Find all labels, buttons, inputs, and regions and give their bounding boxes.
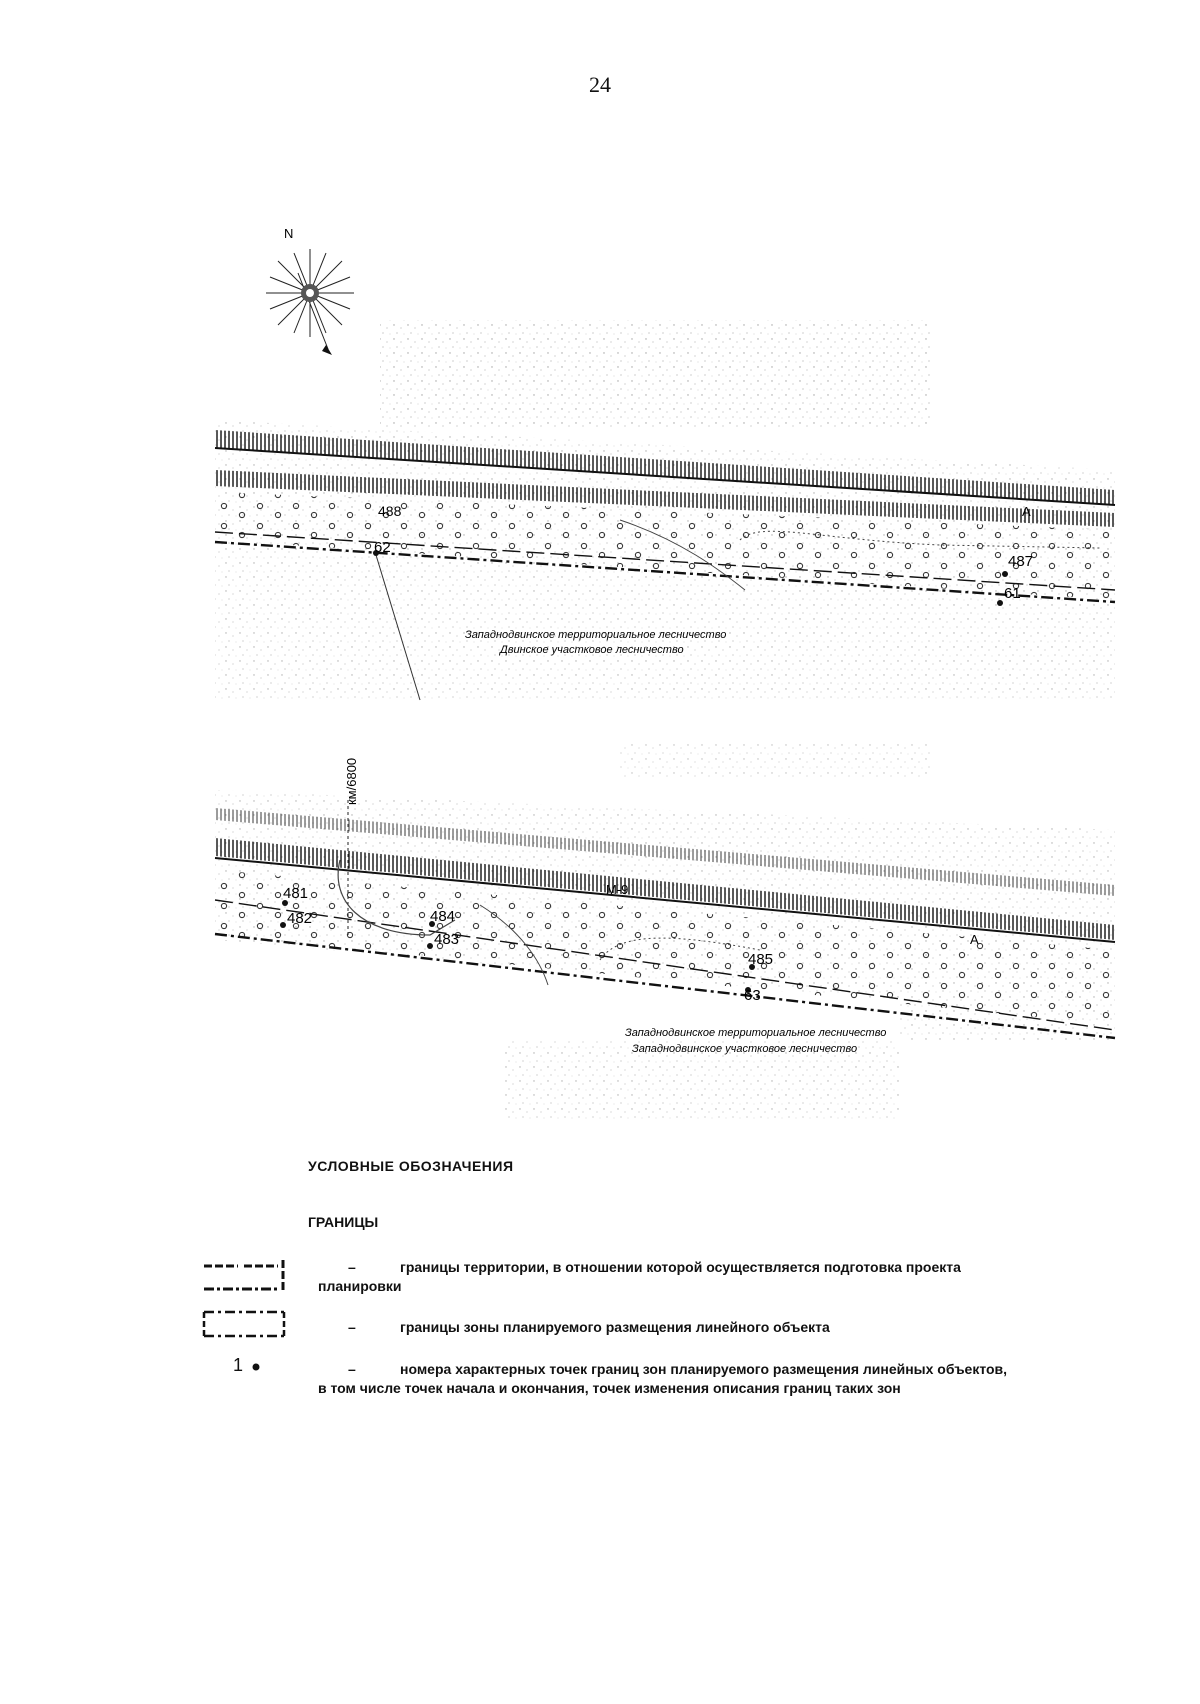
point-label: 484 [430, 908, 456, 925]
page-number: 24 [589, 72, 611, 97]
point-label: 488 [378, 503, 402, 519]
road-label: А [1022, 504, 1031, 519]
legend-text: номера характерных точек границ зон планируемого размещения линейных объектов, [400, 1361, 1008, 1377]
zone-boundary-symbol-icon [200, 1308, 290, 1340]
point-label: 487 [1008, 553, 1034, 570]
point-label: 483 [434, 931, 460, 948]
point-label: 62 [374, 539, 391, 556]
legend-dash: – [348, 1259, 356, 1275]
legend-text: границы зоны планируемого размещения линейного объекта [400, 1319, 830, 1335]
legend-dash: – [348, 1361, 356, 1377]
forest-label: Западнодвинское территориальное лесничество [625, 1027, 887, 1039]
legend-text: в том числе точек начала и окончания, точек изменения описания границ таких зон [318, 1380, 901, 1396]
compass-rose-icon [266, 249, 354, 355]
map-fragment-bottom [215, 742, 1115, 1120]
legend-point-number: 1 [233, 1355, 244, 1375]
road-label: А [970, 932, 979, 947]
forest-label: Западнодвинское территориальное лесничество [465, 629, 727, 641]
forest-label: Двинское участковое лесничество [500, 644, 684, 656]
point-label: 482 [287, 910, 313, 927]
point-label: 485 [748, 951, 774, 968]
legend-text: границы территории, в отношении которой осуществляется подготовка проекта [400, 1259, 961, 1275]
forest-label: Западнодвинское участковое лесничество [632, 1043, 858, 1055]
point-label: 63 [744, 987, 761, 1004]
legend-item-territory-boundary [200, 1258, 1020, 1304]
kilometer-label: км/6800 [344, 757, 359, 805]
legend-text: планировки [318, 1278, 402, 1294]
point-label: 61 [1004, 585, 1021, 602]
map-fragment-top [215, 320, 1115, 700]
legend-title: УСЛОВНЫЕ ОБОЗНАЧЕНИЯ [308, 1158, 514, 1174]
territory-boundary-symbol-icon [200, 1258, 290, 1298]
legend-item-zone-boundary [200, 1312, 1020, 1348]
legend-dash: – [348, 1319, 356, 1335]
legend-subtitle: ГРАНИЦЫ [308, 1214, 379, 1230]
point-label: 481 [283, 885, 309, 902]
point-marker-icon [251, 1362, 261, 1372]
road-label: М-9 [606, 882, 629, 897]
north-label: N [284, 226, 294, 241]
legend-item-point-numbers [200, 1355, 1020, 1406]
